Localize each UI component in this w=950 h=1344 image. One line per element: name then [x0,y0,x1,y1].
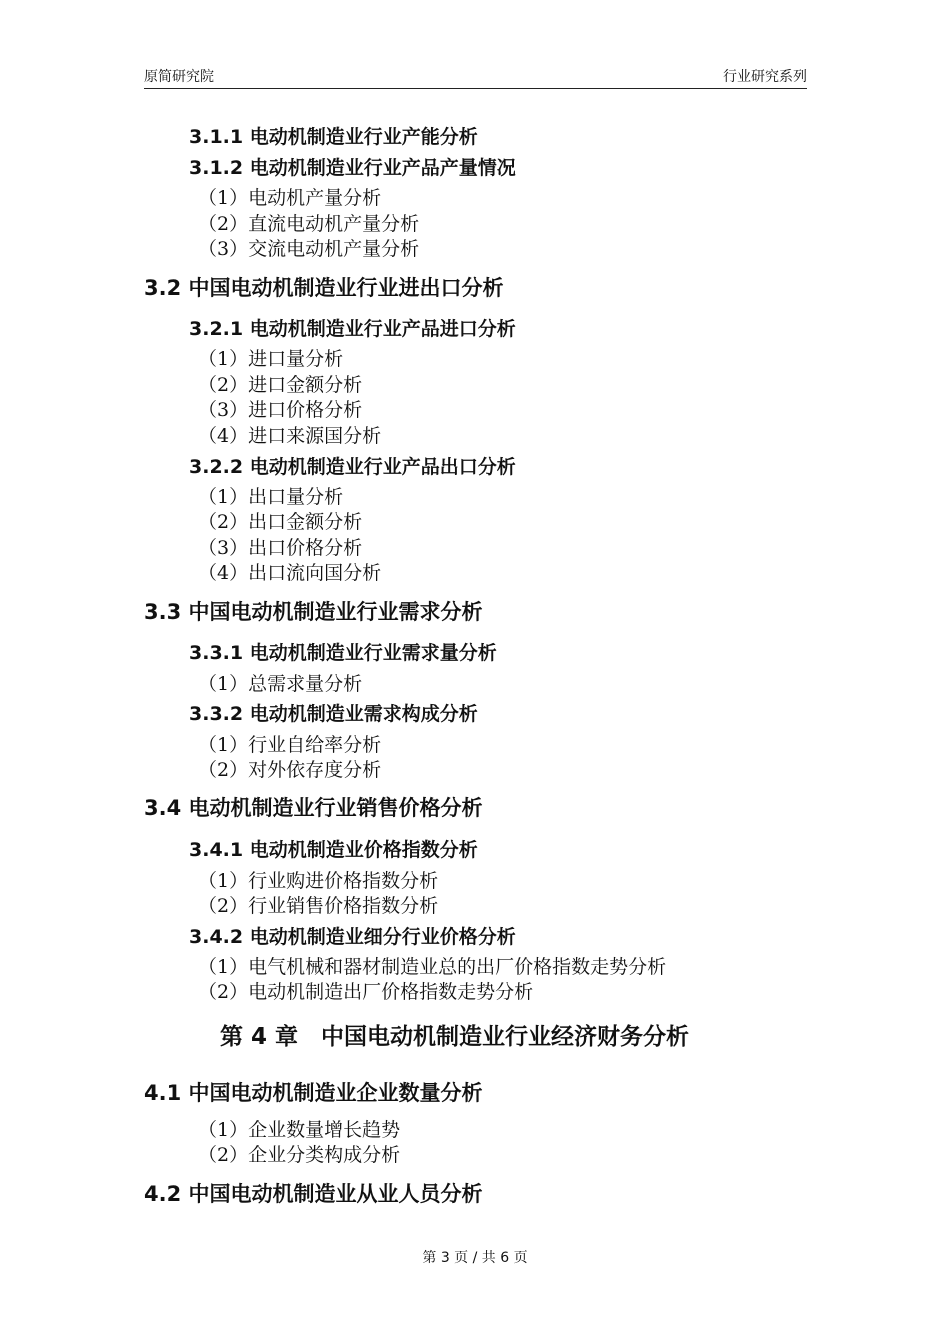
toc-entry-level2: 3.4 电动机制造业行业销售价格分析 [144,796,483,820]
toc-entry-level3: 3.4.1 电动机制造业价格指数分析 [189,839,478,861]
toc-entry-level2: 3.2 中国电动机制造业行业进出口分析 [144,276,504,300]
toc-entry-level4: （2）行业销售价格指数分析 [198,895,439,917]
toc-entry-level4: （3）出口价格分析 [198,537,363,559]
toc-entry-level3: 3.2.1 电动机制造业行业产品进口分析 [189,318,516,340]
toc-entry-level2: 3.3 中国电动机制造业行业需求分析 [144,600,483,624]
toc-entry-level4: （4）出口流向国分析 [198,562,382,584]
toc-entry-level4: （2）对外依存度分析 [198,759,382,781]
toc-entry-level3: 3.3.1 电动机制造业行业需求量分析 [189,642,497,664]
toc-entry-level3: 3.1.2 电动机制造业行业产品产量情况 [189,157,516,179]
toc-chapter-heading: 第 4 章 中国电动机制造业行业经济财务分析 [220,1024,690,1050]
toc-entry-level4: （4）进口来源国分析 [198,425,382,447]
page-number: 第 3 页 / 共 6 页 [422,1250,528,1266]
toc-entry-level4: （3）进口价格分析 [198,399,363,421]
header-series-name: 行业研究系列 [723,69,807,85]
toc-entry-level4: （1）电气机械和器材制造业总的出厂价格指数走势分析 [198,956,667,978]
toc-entry-level4: （1）企业数量增长趋势 [198,1119,401,1141]
toc-entry-level3: 3.1.1 电动机制造业行业产能分析 [189,126,478,148]
toc-entry-level4: （2）电动机制造出厂价格指数走势分析 [198,981,534,1003]
toc-entry-level2: 4.2 中国电动机制造业从业人员分析 [144,1182,483,1206]
toc-entry-level3: 3.4.2 电动机制造业细分行业价格分析 [189,926,516,948]
toc-entry-level4: （2）直流电动机产量分析 [198,213,420,235]
toc-entry-level4: （1）电动机产量分析 [198,187,382,209]
toc-entry-level4: （1）出口量分析 [198,486,344,508]
toc-entry-level4: （2）出口金额分析 [198,511,363,533]
toc-entry-level4: （1）行业自给率分析 [198,734,382,756]
toc-entry-level4: （3）交流电动机产量分析 [198,238,420,260]
toc-entry-level4: （1）总需求量分析 [198,673,363,695]
toc-entry-level3: 3.3.2 电动机制造业需求构成分析 [189,703,478,725]
toc-entry-level4: （1）进口量分析 [198,348,344,370]
page-header [144,66,807,89]
toc-entry-level2: 4.1 中国电动机制造业企业数量分析 [144,1081,483,1105]
toc-entry-level3: 3.2.2 电动机制造业行业产品出口分析 [189,456,516,478]
header-org-name: 原简研究院 [144,69,214,85]
toc-entry-level4: （2）企业分类构成分析 [198,1144,401,1166]
toc-entry-level4: （2）进口金额分析 [198,374,363,396]
toc-entry-level4: （1）行业购进价格指数分析 [198,870,439,892]
